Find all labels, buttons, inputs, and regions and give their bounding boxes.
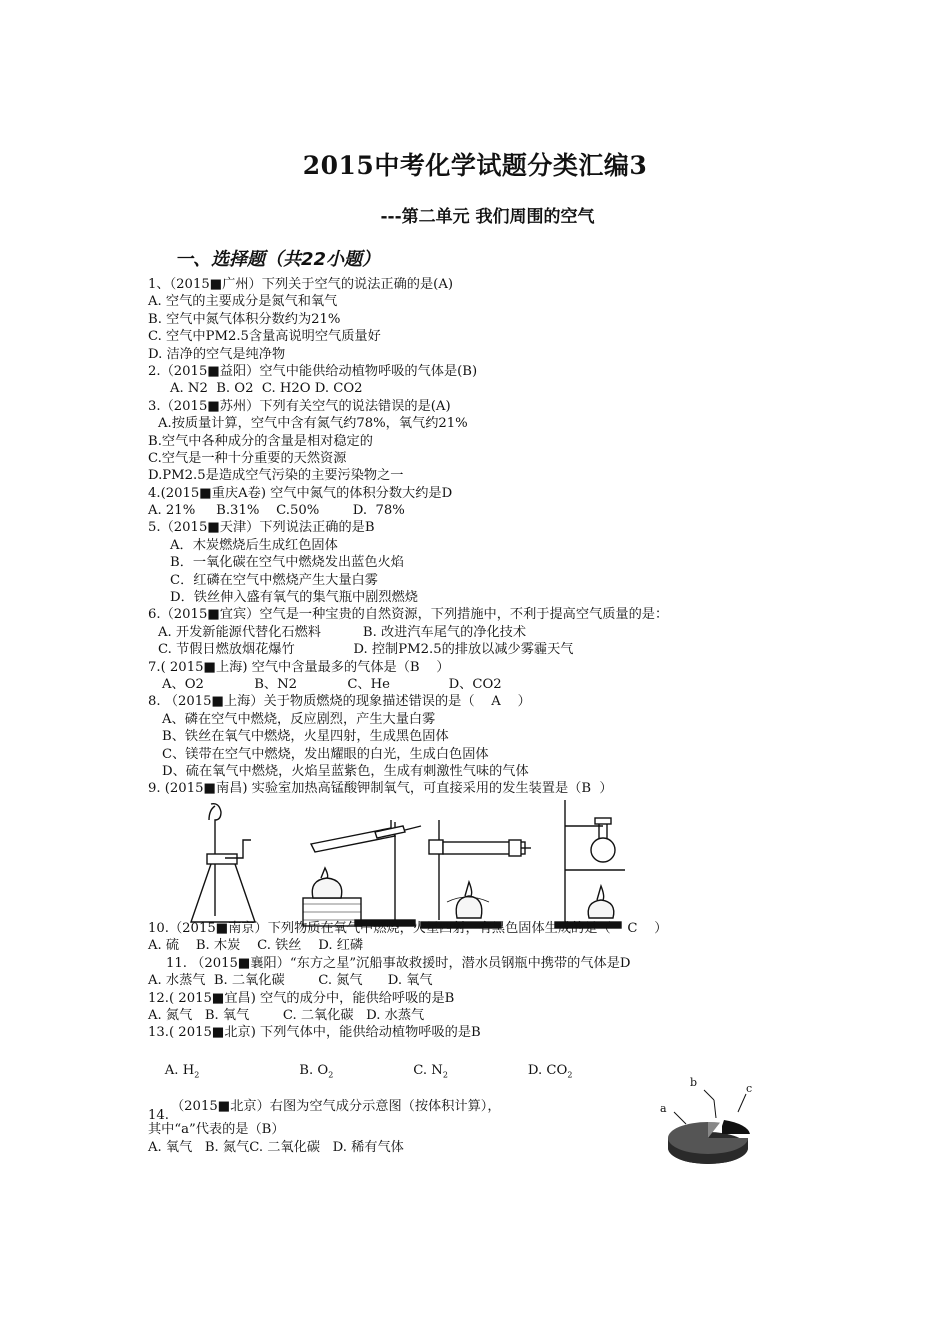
option-line: B. 空气中氮气体积分数约为21% [148,311,341,327]
option-a: A. $H_2$ [164,1063,200,1080]
question-text: 其中“a”代表的是（B） [148,1122,285,1138]
option-line: B、铁丝在氧气中燃烧，火星四射，生成黑色固体 [162,729,449,745]
apparatus-d-round-flask-icon [555,800,625,928]
option-line: A. N2 B. O2 C. H2O D. CO2 [170,381,363,397]
question-text: 4.(2015■重庆A卷) 空气中氮气的体积分数大约是D [148,485,453,501]
question-text: 3.（2015■苏州）下列有关空气的说法错误的是(A) [148,398,451,414]
question-text: 2.（2015■益阳）空气中能供给动植物呼吸的气体是(B) [148,363,478,379]
option-line: D．铁丝伸入盛有氧气的集气瓶中剧烈燃烧 [170,590,418,606]
question-text: 5.（2015■天津）下列说法正确的是B [148,520,375,536]
apparatus-c-horizontal-tube-icon [421,820,531,928]
question-text: 1、（2015■广州）下列关于空气的说法正确的是(A) [148,277,453,292]
question-number: 14. [148,1108,169,1123]
question-text: 13.( 2015■北京) 下列气体中，能供给动植物呼吸的是B [148,1025,481,1041]
question-text: 10.（2015■南京）下列物质在氧气中燃烧，火星四射，有黑色固体生成的是（ C ） [148,921,668,936]
apparatus-b-test-tube-icon [303,820,421,926]
question-text: 6.（2015■宜宾）空气是一种宝贵的自然资源，下列措施中，不利于提高空气质量的是： [148,607,669,623]
page-subtitle: ---第二单元 我们周围的空气 [380,207,595,227]
option-line: A. 氮气 B. 氧气 C. 二氧化碳 D. 水蒸气 [148,1007,425,1023]
option-line: D.PM2.5是造成空气污染的主要污染物之一 [148,468,404,484]
option-line: A. 硫 B. 木炭 C. 铁丝 D. 红磷 [148,938,364,954]
option-b: B. $O_2$ [299,1063,334,1080]
pie-label-a: a [660,1102,667,1115]
question-text: 8. （2015■上海）关于物质燃烧的现象描述错误的是（ A ） [148,694,531,710]
question-text: （2015■北京）右图为空气成分示意图（按体积计算）， [170,1099,501,1114]
option-line: D、硫在氧气中燃烧，火焰呈蓝紫色，生成有刺激性气味的气体 [162,763,529,779]
option-line: D. 洁净的空气是纯净物 [148,346,286,362]
option-line: C．红磷在空气中燃烧产生大量白雾 [170,572,378,588]
pie-label-b: b [690,1076,698,1089]
apparatus-a-flask-icon [191,804,255,922]
option-line: C. 空气中PM2.5含量高说明空气质量好 [148,329,381,345]
question-text: 11. （2015■襄阳）“东方之星”沉船事故救援时，潜水员钢瓶中携带的气体是D [166,955,631,971]
option-line: A. 开发新能源代替化石燃料 B. 改进汽车尾气的净化技术 [158,624,527,640]
option-line: C. 节假日燃放烟花爆竹 D. 控制PM2.5的排放以减少雾霾天气 [158,642,574,658]
question-text: 12.( 2015■宜昌) 空气的成分中，能供给呼吸的是B [148,990,455,1006]
question-list-continued [148,920,668,1080]
option-line: A、O2 B、N2 C、He D、CO2 [162,676,502,692]
question-text: 9. (2015■南昌) 实验室加热高锰酸钾制氧气，可直接采用的发生装置是（B ） [148,781,613,797]
lab-apparatus-figure [185,800,745,930]
option-line: A.按质量计算，空气中含有氮气约78%，氧气约21% [158,416,468,432]
air-composition-pie-chart [658,1072,768,1172]
option-line: B.空气中各种成分的含量是相对稳定的 [148,433,373,449]
page-title: 2015中考化学试题分类汇编3 [302,151,648,180]
option-line: A. 水蒸气 B. 二氧化碳 C. 氮气 D. 氧气 [148,973,433,989]
option-line: A. 空气的主要成分是氮气和氧气 [148,294,338,310]
option-c: C. $N_2$ [413,1063,448,1080]
option-line: A. 氧气 B. 氮气C. 二氧化碳 D. 稀有气体 [148,1139,404,1155]
option-line: A、磷在空气中燃烧，反应剧烈，产生大量白雾 [162,711,436,727]
question-14 [148,1098,501,1156]
pie-label-c: c [746,1082,753,1095]
question-text: 7.( 2015■上海) 空气中含量最多的气体是（B ） [148,659,450,675]
option-line: C.空气是一种十分重要的天然资源 [148,450,347,466]
option-line: A. 21% B.31% C.50% D. 78% [148,503,405,519]
section-heading: 一、选择题（共22小题） [175,249,381,270]
option-line [148,1045,667,1080]
option-line: B．一氧化碳在空气中燃烧发出蓝色火焰 [170,555,404,571]
option-d: D. $CO_2$ [527,1063,573,1080]
question-list [148,276,938,798]
option-line: C、镁带在空气中燃烧，发出耀眼的白光，生成白色固体 [162,746,489,762]
option-line: A．木炭燃烧后生成红色固体 [170,537,338,553]
